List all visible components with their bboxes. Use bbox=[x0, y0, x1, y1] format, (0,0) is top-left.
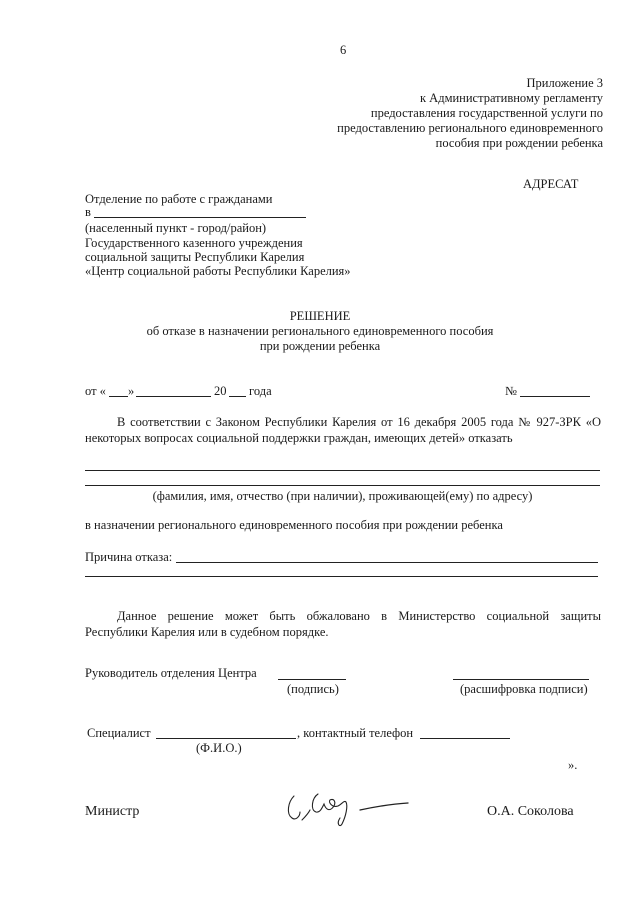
date-year-line bbox=[229, 396, 246, 397]
head-label: Руководитель отделения Центра bbox=[85, 666, 257, 680]
appendix-block bbox=[303, 76, 603, 151]
document-heading: РЕШЕНИЕ bbox=[289, 309, 351, 323]
refusal-reason-line-2 bbox=[85, 576, 598, 577]
head-signature-hint: (подпись) bbox=[287, 682, 339, 696]
sender-locality-line bbox=[94, 217, 306, 218]
specialist-label: Специалист bbox=[87, 726, 151, 740]
closing-quote: ». bbox=[568, 758, 578, 772]
date-from-label: от « bbox=[85, 384, 106, 398]
appendix-line-4: предоставлению регионального единовременного bbox=[337, 121, 603, 135]
refusal-reason-line-1 bbox=[176, 562, 598, 563]
appeal-paragraph: Данное решение может быть обжаловано в Министерство социальной защиты Республики Карелия или в судебном порядке. bbox=[85, 609, 601, 639]
sender-line-5: «Центр социальной работы Республики Карелия» bbox=[85, 264, 351, 278]
head-decipher-line bbox=[453, 679, 589, 680]
sender-line-3: Государственного казенного учреждения bbox=[85, 236, 303, 250]
refusal-reason-label: Причина отказа: bbox=[85, 550, 173, 564]
minister-name: О.А. Соколова bbox=[487, 804, 574, 819]
sender-line-1: Отделение по работе с гражданами bbox=[85, 192, 273, 206]
decision-number-label: № bbox=[505, 384, 517, 398]
sender-line-4: социальной защиты Республики Карелия bbox=[85, 250, 305, 264]
addressee-label: АДРЕСАТ bbox=[523, 177, 579, 191]
appendix-line-5: пособия при рождении ребенка bbox=[435, 136, 603, 150]
date-day-line bbox=[109, 396, 128, 397]
name-line-1 bbox=[85, 470, 600, 471]
appendix-line-2: к Административному регламенту bbox=[419, 91, 603, 105]
sender-in-prefix: в bbox=[85, 205, 91, 219]
document-subtitle-2: при рождении ребенка bbox=[259, 339, 381, 353]
minister-label: Министр bbox=[85, 804, 140, 819]
document-subtitle-1: об отказе в назначении регионального единовременного пособия bbox=[146, 324, 494, 338]
appendix-line-1: Приложение 3 bbox=[526, 76, 603, 90]
benefit-paragraph: в назначении регионального единовременного пособия при рождении ребенка bbox=[85, 518, 503, 532]
contact-phone-label: , контактный телефон bbox=[297, 726, 414, 740]
date-year-suffix: года bbox=[249, 384, 272, 398]
appendix-line-3: предоставления государственной услуги по bbox=[370, 106, 603, 120]
head-signature-line bbox=[278, 679, 346, 680]
page-number: 6 bbox=[340, 43, 347, 57]
specialist-name-line bbox=[156, 738, 296, 739]
date-month-line bbox=[136, 396, 211, 397]
name-line-2 bbox=[85, 485, 600, 486]
law-paragraph: В соответствии с Законом Республики Карелия от 16 декабря 2005 года № 927-ЗРК «О некоторых вопросах социальной поддержки граждан, имеющих детей» отказать bbox=[85, 415, 601, 445]
handwritten-signature bbox=[282, 780, 422, 830]
date-year-prefix: 20 bbox=[214, 384, 227, 398]
sender-locality-hint: (населенный пункт - город/район) bbox=[85, 221, 267, 235]
decision-number-line bbox=[520, 396, 590, 397]
head-decipher-hint: (расшифровка подписи) bbox=[460, 682, 588, 696]
name-hint: (фамилия, имя, отчество (при наличии), проживающей(ему) по адресу) bbox=[152, 489, 533, 503]
specialist-fio-hint: (Ф.И.О.) bbox=[196, 741, 242, 755]
date-close-quote: » bbox=[128, 384, 135, 398]
contact-phone-line bbox=[420, 738, 510, 739]
